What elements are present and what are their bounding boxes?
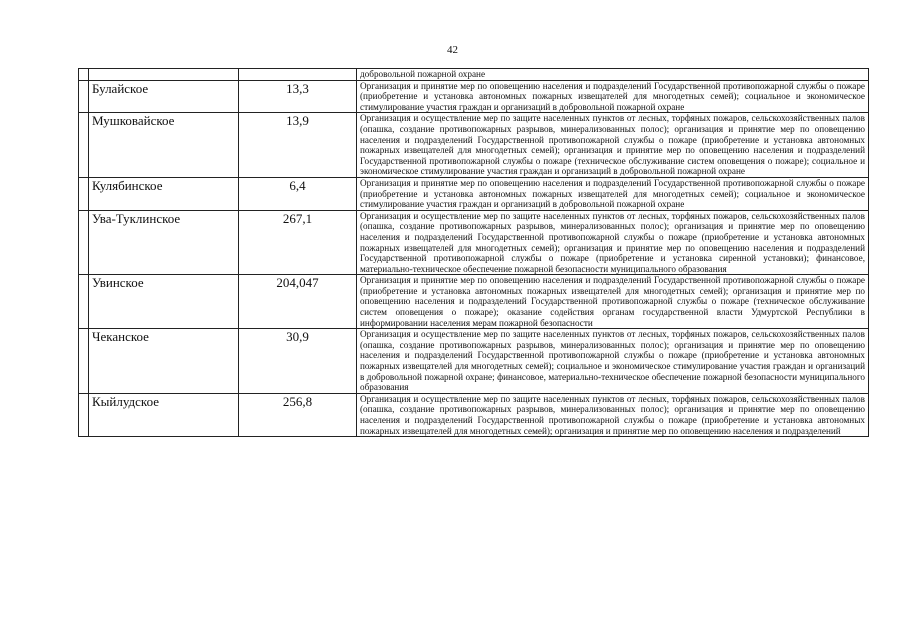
settlement-name-cell: Кыйлудское [89, 393, 239, 436]
table-row [79, 177, 869, 210]
row-blank-cell [79, 393, 89, 436]
table-row-continuation [79, 69, 869, 81]
row-blank-cell [79, 275, 89, 329]
amount-cell: 204,047 [239, 275, 357, 329]
measures-cell: Организация и принятие мер по оповещению населения и подразделений Государственной противопожарной службы о пожаре (приобретение и установка автономных пожарных извещателей для многодетных семей); организация и принятие мер по оповещению населения и подразделений Государственной противопожарной службы о пожаре (техническое обслуживание систем оповещения о пожаре); оказание содействия органам государственной власти Удмуртской Республики в информировании населения мерам пожарной безопасности [357, 275, 869, 329]
row-blank-cell [79, 113, 89, 178]
measures-cell: Организация и осуществление мер по защите населенных пунктов от лесных, торфяных пожаров, сельскохозяйственных палов (опашка, создание противопожарных разрывов, минерализованных полос); организация и принятие мер по оповещению населения и подразделений Государственной противопожарной службы о пожаре (приобретение и установка автономных пожарных извещателей для многодетных семей); организация и принятие мер по оповещению населения и подразделений Государственной противопожарной службы о пожаре (приобретение и установка сиренной установки); финансовое, материально-техническое обеспечение пожарной безопасности муниципального образования [357, 210, 869, 275]
measures-cell: Организация и принятие мер по оповещению населения и подразделений Государственной противопожарной службы о пожаре (приобретение и установка автономных пожарных извещателей для многодетных семей); социальное и экономическое стимулирование участия граждан и организаций в добровольной пожарной охране [357, 177, 869, 210]
measures-table [78, 68, 869, 437]
amount-cell: 267,1 [239, 210, 357, 275]
row-blank-cell [79, 177, 89, 210]
row-blank-cell [79, 80, 89, 113]
table-row [79, 210, 869, 275]
amount-cell: 6,4 [239, 177, 357, 210]
measures-cell: Организация и осуществление мер по защите населенных пунктов от лесных, торфяных пожаров, сельскохозяйственных палов (опашка, создание противопожарных разрывов, минерализованных полос); организация и принятие мер по оповещению населения и подразделений Государственной противопожарной службы о пожаре (приобретение и установка автономных пожарных извещателей для многодетных семей); социальное и экономическое стимулирование участия граждан и организаций в добровольной пожарной охране; финансовое, материально-техническое обеспечение пожарной безопасности муниципального образования [357, 329, 869, 394]
row-blank-cell [79, 210, 89, 275]
measures-cell: Организация и принятие мер по оповещению населения и подразделений Государственной противопожарной службы о пожаре (приобретение и установка автономных пожарных извещателей для многодетных семей); социальное и экономическое стимулирование участия граждан и организаций в добровольной пожарной охране [357, 80, 869, 113]
settlement-name-cell: Кулябинское [89, 177, 239, 210]
amount-cell: 256,8 [239, 393, 357, 436]
amount-cell: 13,9 [239, 113, 357, 178]
measures-cell: Организация и осуществление мер по защите населенных пунктов от лесных, торфяных пожаров, сельскохозяйственных палов (опашка, создание противопожарных разрывов, минерализованных полос); организация и принятие мер по оповещению населения и подразделений Государственной противопожарной службы о пожаре (приобретение и установка автономных пожарных извещателей для многодетных семей); организация и принятие мер по оповещению населения и подразделений [357, 393, 869, 436]
amount-cell: 13,3 [239, 80, 357, 113]
settlement-name-cell: Чеканское [89, 329, 239, 394]
measures-cell: добровольной пожарной охране [357, 69, 869, 81]
table-row [79, 329, 869, 394]
amount-cell [239, 69, 357, 81]
settlement-name-cell: Увинское [89, 275, 239, 329]
table-row [79, 275, 869, 329]
table-row [79, 113, 869, 178]
row-blank-cell [79, 69, 89, 81]
table-row [79, 393, 869, 436]
settlement-name-cell [89, 69, 239, 81]
amount-cell: 30,9 [239, 329, 357, 394]
table-row [79, 80, 869, 113]
settlement-name-cell: Булайское [89, 80, 239, 113]
measures-cell: Организация и осуществление мер по защите населенных пунктов от лесных, торфяных пожаров, сельскохозяйственных палов (опашка, создание противопожарных разрывов, минерализованных полос); организация и принятие мер по оповещению населения и подразделений Государственной противопожарной службы о пожаре (приобретение и установка автономных пожарных извещателей для многодетных семей); организация и принятие мер по оповещению населения и подразделений Государственной противопожарной службы о пожаре (техническое обслуживание систем оповещения о пожаре); социальное и экономическое стимулирование участия граждан и организаций в добровольной пожарной охране [357, 113, 869, 178]
settlement-name-cell: Мушковайское [89, 113, 239, 178]
row-blank-cell [79, 329, 89, 394]
page-number: 42 [447, 44, 458, 56]
settlement-name-cell: Ува-Туклинское [89, 210, 239, 275]
